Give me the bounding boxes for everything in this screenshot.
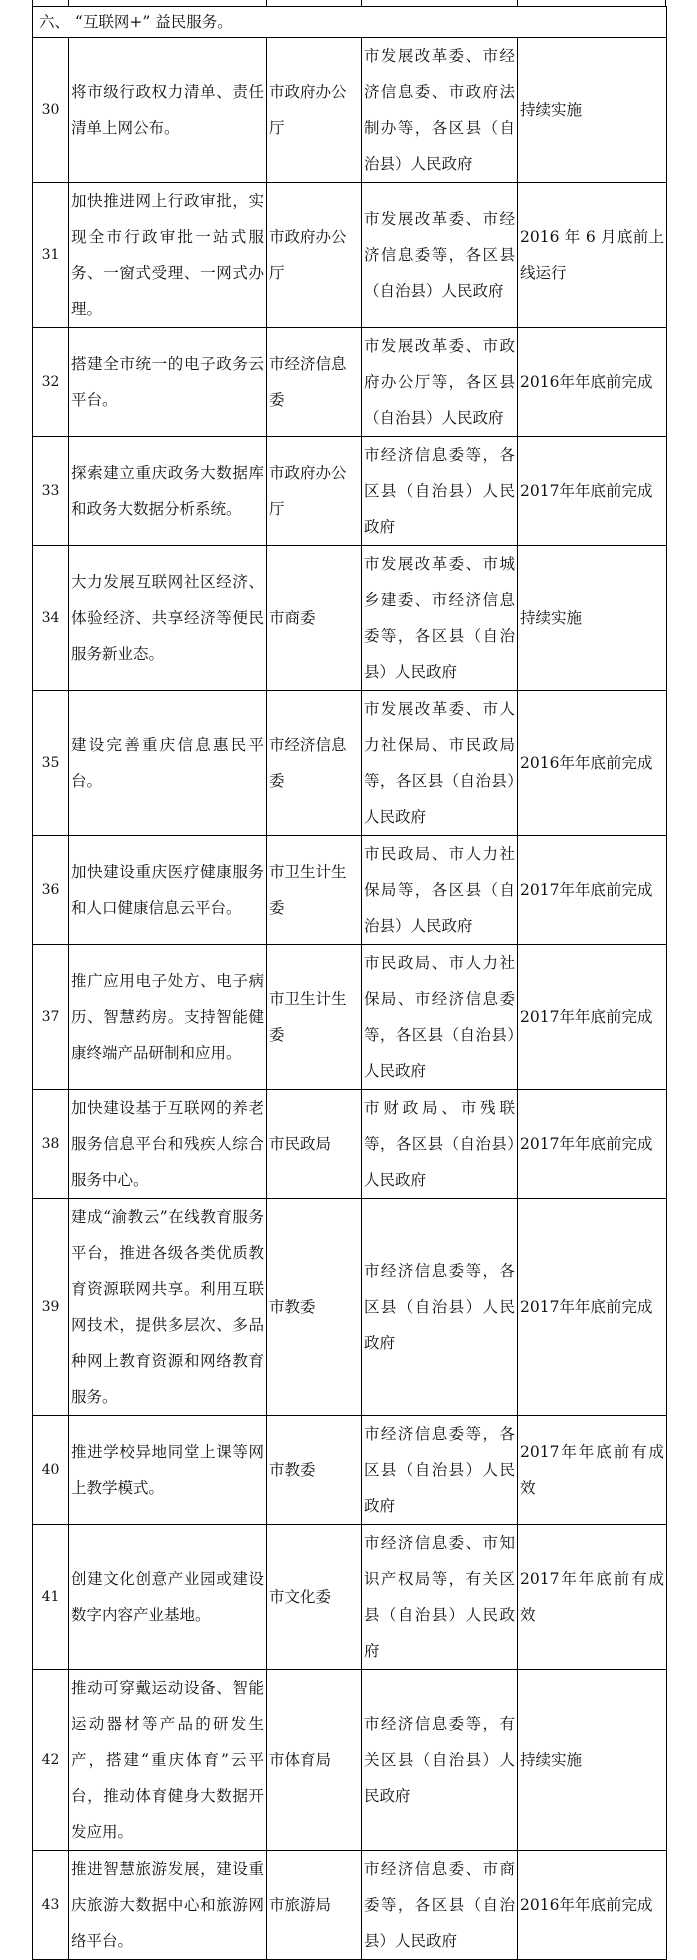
task-description: 推进智慧旅游发展，建设重庆旅游大数据中心和旅游网络平台。 bbox=[69, 1851, 267, 1960]
table-row bbox=[33, 1416, 667, 1525]
deadline: 2017年年底前有成效 bbox=[518, 1416, 667, 1525]
lead-department: 市卫生计生委 bbox=[267, 945, 362, 1090]
table-top-edge bbox=[32, 0, 666, 6]
partner-departments: 市经济信息委等，各区县（自治县）人民政府 bbox=[362, 1199, 518, 1416]
task-description: 推进学校异地同堂上课等网上教学模式。 bbox=[69, 1416, 267, 1525]
table-row bbox=[33, 546, 667, 691]
lead-department: 市政府办公厅 bbox=[267, 183, 362, 328]
deadline: 2017年年底前完成 bbox=[518, 1199, 667, 1416]
deadline: 2016年年底前完成 bbox=[518, 1851, 667, 1960]
task-description: 推广应用电子处方、电子病历、智慧药房。支持智能健康终端产品研制和应用。 bbox=[69, 945, 267, 1090]
partner-departments: 市经济信息委、市商委等，各区县（自治县）人民政府 bbox=[362, 1851, 518, 1960]
partner-departments: 市民政局、市人力社保局、市经济信息委等，各区县（自治县）人民政府 bbox=[362, 945, 518, 1090]
table-row bbox=[33, 38, 667, 183]
deadline: 持续实施 bbox=[518, 546, 667, 691]
row-number: 39 bbox=[33, 1199, 69, 1416]
lead-department: 市民政局 bbox=[267, 1090, 362, 1199]
lead-department: 市教委 bbox=[267, 1199, 362, 1416]
deadline: 持续实施 bbox=[518, 38, 667, 183]
partner-departments: 市发展改革委、市政府办公厅等，各区县（自治县）人民政府 bbox=[362, 328, 518, 437]
deadline: 2017年年底前有成效 bbox=[518, 1525, 667, 1670]
row-number: 40 bbox=[33, 1416, 69, 1525]
task-table bbox=[32, 6, 667, 1960]
task-description: 创建文化创意产业园或建设数字内容产业基地。 bbox=[69, 1525, 267, 1670]
lead-department: 市政府办公厅 bbox=[267, 437, 362, 546]
document bbox=[32, 0, 666, 1960]
row-number: 36 bbox=[33, 836, 69, 945]
row-number: 30 bbox=[33, 38, 69, 183]
lead-department: 市文化委 bbox=[267, 1525, 362, 1670]
task-description: 推动可穿戴运动设备、智能运动器材等产品的研发生产，搭建“重庆体育”云平台，推动体育健身大数据开发应用。 bbox=[69, 1670, 267, 1851]
row-number: 43 bbox=[33, 1851, 69, 1960]
deadline: 2016年年底前完成 bbox=[518, 328, 667, 437]
deadline: 2017年年底前完成 bbox=[518, 1090, 667, 1199]
partner-departments: 市经济信息委等，有关区县（自治县）人民政府 bbox=[362, 1670, 518, 1851]
lead-department: 市商委 bbox=[267, 546, 362, 691]
section-header-row bbox=[33, 7, 667, 38]
lead-department: 市经济信息委 bbox=[267, 328, 362, 437]
lead-department: 市经济信息委 bbox=[267, 691, 362, 836]
partner-departments: 市经济信息委等，各区县（自治县）人民政府 bbox=[362, 437, 518, 546]
table-row bbox=[33, 691, 667, 836]
table-row bbox=[33, 437, 667, 546]
row-number: 42 bbox=[33, 1670, 69, 1851]
row-number: 41 bbox=[33, 1525, 69, 1670]
partner-departments: 市发展改革委、市经济信息委等，各区县（自治县）人民政府 bbox=[362, 183, 518, 328]
task-table-body bbox=[33, 7, 667, 1960]
lead-department: 市教委 bbox=[267, 1416, 362, 1525]
table-row bbox=[33, 945, 667, 1090]
row-number: 33 bbox=[33, 437, 69, 546]
row-number: 35 bbox=[33, 691, 69, 836]
table-row bbox=[33, 836, 667, 945]
table-row bbox=[33, 1525, 667, 1670]
task-description: 加快推进网上行政审批，实现全市行政审批一站式服务、一窗式受理、一网式办理。 bbox=[69, 183, 267, 328]
partner-departments: 市经济信息委等，各区县（自治县）人民政府 bbox=[362, 1416, 518, 1525]
task-description: 加快建设重庆医疗健康服务和人口健康信息云平台。 bbox=[69, 836, 267, 945]
deadline: 2017年年底前完成 bbox=[518, 437, 667, 546]
deadline: 持续实施 bbox=[518, 1670, 667, 1851]
row-number: 32 bbox=[33, 328, 69, 437]
row-number: 34 bbox=[33, 546, 69, 691]
partner-departments: 市发展改革委、市城乡建委、市经济信息委等，各区县（自治县）人民政府 bbox=[362, 546, 518, 691]
row-number: 38 bbox=[33, 1090, 69, 1199]
table-row bbox=[33, 1199, 667, 1416]
table-row bbox=[33, 183, 667, 328]
task-description: 建设完善重庆信息惠民平台。 bbox=[69, 691, 267, 836]
table-row bbox=[33, 1670, 667, 1851]
row-number: 31 bbox=[33, 183, 69, 328]
table-row bbox=[33, 1851, 667, 1960]
partner-departments: 市财政局、市残联等，各区县（自治县）人民政府 bbox=[362, 1090, 518, 1199]
partner-departments: 市发展改革委、市人力社保局、市民政局等，各区县（自治县）人民政府 bbox=[362, 691, 518, 836]
deadline: 2016 年 6 月底前上线运行 bbox=[518, 183, 667, 328]
task-description: 大力发展互联网社区经济、体验经济、共享经济等便民服务新业态。 bbox=[69, 546, 267, 691]
partner-departments: 市民政局、市人力社保局等，各区县（自治县）人民政府 bbox=[362, 836, 518, 945]
section-title: 六、 “互联网+” 益民服务。 bbox=[33, 7, 667, 38]
row-number: 37 bbox=[33, 945, 69, 1090]
task-description: 建成“渝教云”在线教育服务平台，推进各级各类优质教育资源联网共享。利用互联网技术，提供多层次、多品种网上教育资源和网络教育服务。 bbox=[69, 1199, 267, 1416]
deadline: 2017年年底前完成 bbox=[518, 945, 667, 1090]
partner-departments: 市经济信息委、市知识产权局等，有关区县（自治县）人民政府 bbox=[362, 1525, 518, 1670]
task-description: 探索建立重庆政务大数据库和政务大数据分析系统。 bbox=[69, 437, 267, 546]
task-description: 将市级行政权力清单、责任清单上网公布。 bbox=[69, 38, 267, 183]
task-description: 搭建全市统一的电子政务云平台。 bbox=[69, 328, 267, 437]
deadline: 2016年年底前完成 bbox=[518, 691, 667, 836]
lead-department: 市体育局 bbox=[267, 1670, 362, 1851]
task-description: 加快建设基于互联网的养老服务信息平台和残疾人综合服务中心。 bbox=[69, 1090, 267, 1199]
deadline: 2017年年底前完成 bbox=[518, 836, 667, 945]
lead-department: 市政府办公厅 bbox=[267, 38, 362, 183]
table-row bbox=[33, 1090, 667, 1199]
partner-departments: 市发展改革委、市经济信息委、市政府法制办等，各区县（自治县）人民政府 bbox=[362, 38, 518, 183]
table-row bbox=[33, 328, 667, 437]
lead-department: 市卫生计生委 bbox=[267, 836, 362, 945]
lead-department: 市旅游局 bbox=[267, 1851, 362, 1960]
